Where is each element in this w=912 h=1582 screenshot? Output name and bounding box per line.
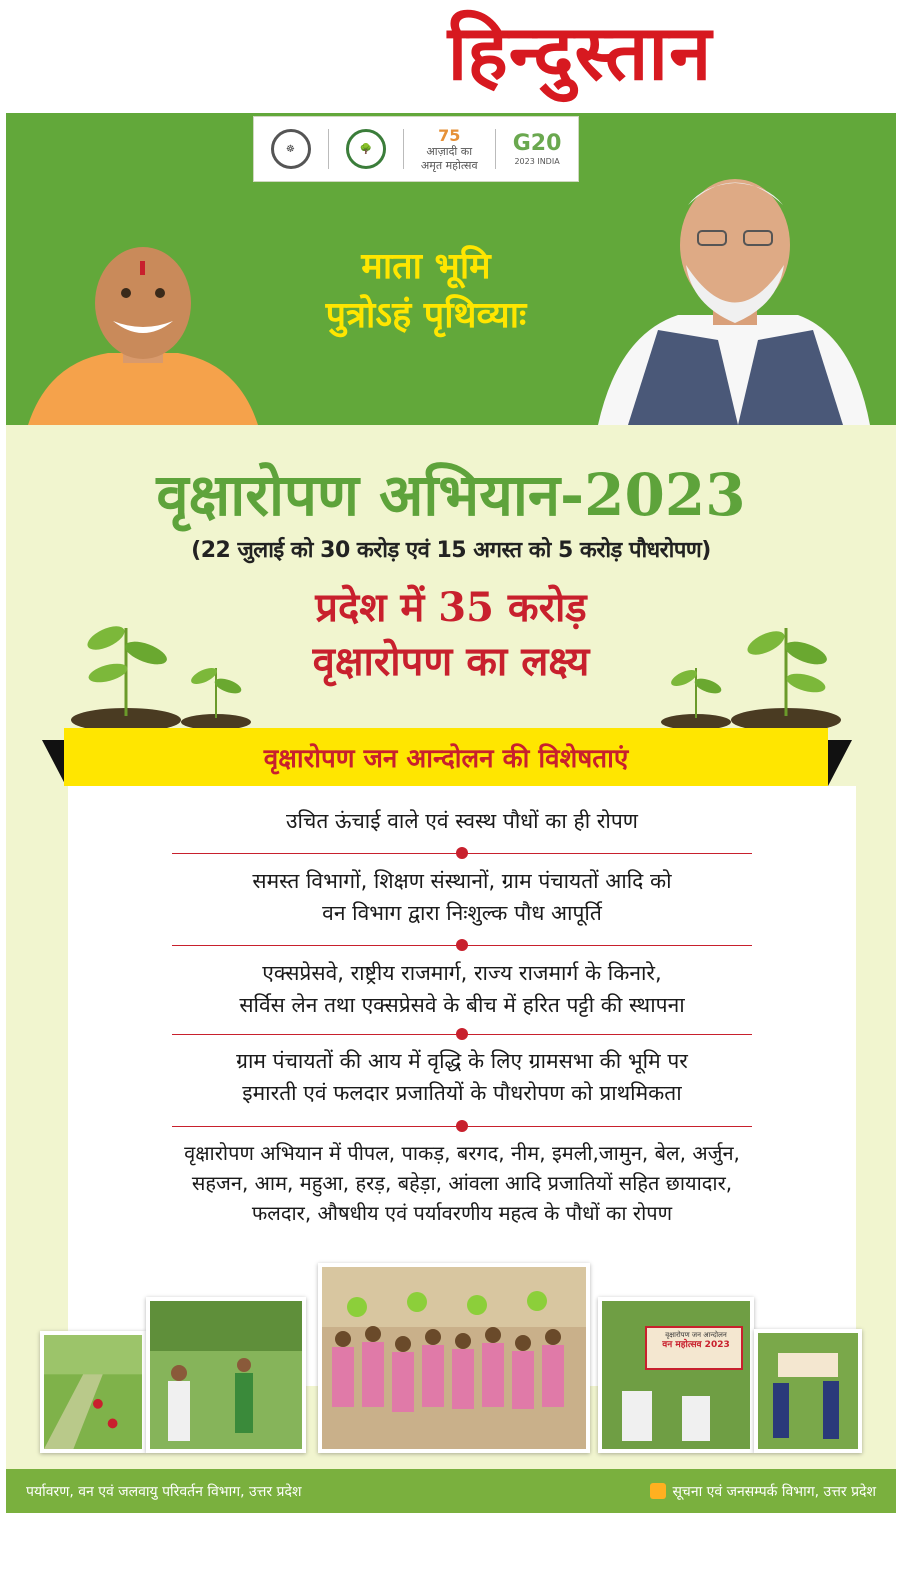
feature-text: समस्त विभागों, शिक्षण संस्थानों, ग्राम पंचायतों आदि को xyxy=(252,869,672,893)
amrit-line1: आज़ादी का xyxy=(426,145,473,159)
features-heading: वृक्षारोपण जन आन्दोलन की विशेषताएं xyxy=(263,744,629,774)
campaign-title: वृक्षारोपण अभियान-2023 xyxy=(156,461,746,529)
photo-banner-line2: वन महोत्सव 2023 xyxy=(662,1340,730,1351)
target-line1: प्रदेश में 35 करोड़ xyxy=(315,584,587,631)
slogan-line2: पुत्रोऽहं पृथिव्याः xyxy=(325,294,527,336)
banner-fold-left xyxy=(42,740,66,786)
logo-separator xyxy=(403,129,404,169)
sapling-right-icon xyxy=(646,598,846,728)
features-banner xyxy=(64,728,828,786)
feature-item xyxy=(68,958,856,1021)
footer-forest-department: पर्यावरण, वन एवं जलवायु परिवर्तन विभाग, उत्तर प्रदेश xyxy=(26,1483,302,1500)
banner-fold-right xyxy=(828,740,852,786)
info-department-icon xyxy=(650,1483,666,1499)
photo-banner-line1: वृक्षारोपण जन आन्दोलन xyxy=(665,1331,727,1339)
feature-item xyxy=(68,806,856,838)
photo-van-mahotsav-banner xyxy=(598,1297,754,1453)
pm-portrait xyxy=(598,165,870,425)
sapling-left-icon xyxy=(66,598,266,728)
advertisement xyxy=(6,113,896,1513)
target-line2: वृक्षारोपण का लक्ष्य xyxy=(312,638,590,685)
feature-text: एक्सप्रेसवे, राष्ट्रीय राजमार्ग, राज्य राजमार्ग के किनारे, xyxy=(262,961,662,985)
feature-text: ग्राम पंचायतों की आय में वृद्धि के लिए ग्रामसभा की भूमि पर xyxy=(236,1049,688,1073)
photo-villagers-planting xyxy=(146,1297,306,1453)
feature-text: फलदार, औषधीय एवं पर्यावरणीय महत्व के पौधों का रोपण xyxy=(251,1201,673,1225)
logo-separator xyxy=(495,129,496,169)
footer-info-department-text: सूचना एवं जनसम्पर्क विभाग, उत्तर प्रदेश xyxy=(672,1483,876,1500)
logo-separator xyxy=(328,129,329,169)
g20-subtext: 2023 INDIA xyxy=(514,157,560,167)
azadi-ka-amrit-mahotsav-logo xyxy=(421,126,478,172)
header-band xyxy=(6,113,896,425)
feature-text: सहजन, आम, महुआ, हरड़, बहेड़ा, आंवला आदि प्रजातियों सहित छायादार, xyxy=(191,1171,733,1195)
sanskrit-slogan xyxy=(256,243,596,340)
feature-item xyxy=(68,866,856,929)
feature-item xyxy=(68,1046,856,1109)
slogan-line1: माता भूमि xyxy=(361,246,491,287)
divider-dot xyxy=(456,1120,468,1132)
g20-wordmark: G20 xyxy=(512,131,562,156)
feature-text: वन विभाग द्वारा निःशुल्क पौध आपूर्ति xyxy=(322,900,602,925)
divider-dot xyxy=(456,847,468,859)
footer-info-department xyxy=(650,1482,876,1501)
campaign-subtitle: (22 जुलाई को 30 करोड़ एवं 15 अगस्त को 5 करोड़ पौधरोपण) xyxy=(191,538,711,563)
footer-bar xyxy=(6,1469,896,1513)
feature-text: सर्विस लेन तथा एक्सप्रेसवे के बीच में हरित पट्टी की स्थापना xyxy=(239,992,685,1017)
g20-logo xyxy=(513,131,562,167)
photo-students-planting xyxy=(754,1329,862,1453)
masthead-title: हिन्दुस्तान xyxy=(447,7,713,97)
photo-students-with-saplings xyxy=(318,1263,590,1453)
feature-text: वृक्षारोपण अभियान में पीपल, पाकड़, बरगद, नीम, इमली,जामुन, बेल, अर्जुन, xyxy=(184,1141,740,1165)
feature-text: इमारती एवं फलदार प्रजातियों के पौधरोपण को प्राथमिकता xyxy=(242,1080,682,1105)
feature-text: उचित ऊंचाई वाले एवं स्वस्थ पौधों का ही रोपण xyxy=(286,809,638,833)
amrit-line2: अमृत महोत्सव xyxy=(420,158,478,172)
amrit-number: 75 xyxy=(438,126,461,146)
divider-dot xyxy=(456,939,468,951)
forest-department-icon: 🌳 xyxy=(346,129,386,169)
up-emblem-icon: ☸ xyxy=(271,129,311,169)
photo-banner-text xyxy=(650,1331,742,1352)
photo-collage xyxy=(6,1243,896,1453)
newspaper-masthead xyxy=(330,0,830,105)
logo-strip xyxy=(253,116,579,182)
divider-dot xyxy=(456,1028,468,1040)
feature-item xyxy=(68,1138,856,1228)
photo-roadside-planting xyxy=(40,1331,146,1453)
cm-portrait xyxy=(28,233,258,425)
